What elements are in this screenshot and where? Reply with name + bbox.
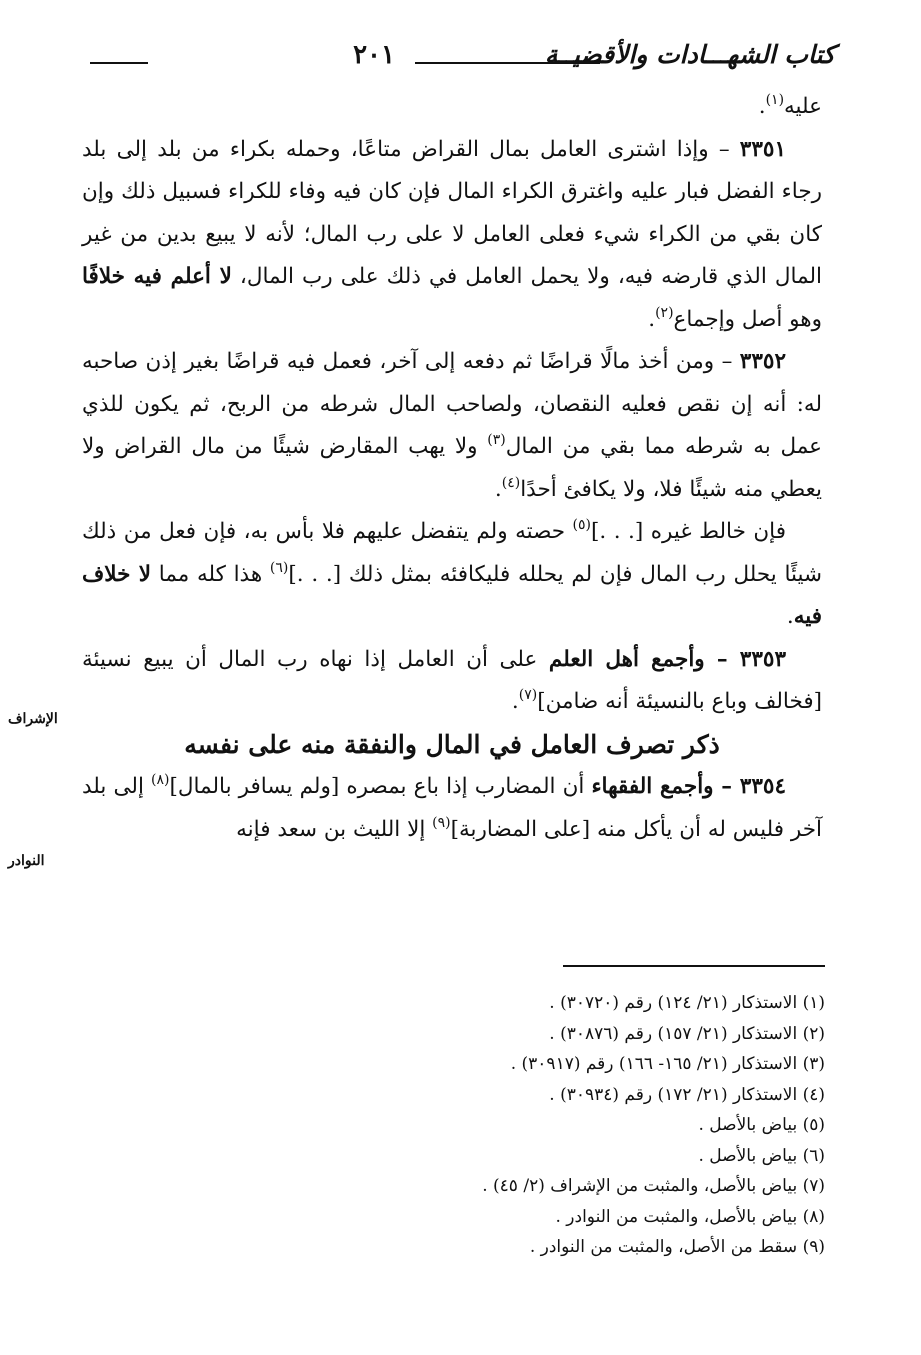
- header-rule: [90, 62, 148, 64]
- text-run: .: [511, 689, 519, 714]
- bold-text: لا أعلم فيه خلافًا: [82, 264, 232, 289]
- footnote-ref[interactable]: (٥): [572, 517, 591, 533]
- footnote: (٦) بياض بالأصل .: [698, 1145, 825, 1166]
- margin-source-label: النوادر: [8, 853, 45, 869]
- footnote-separator: [563, 965, 825, 967]
- footnote-ref[interactable]: (١): [765, 92, 785, 108]
- text-run: أن المضارب إذا باع بمصره [ولم يسافر بالمال]: [169, 774, 592, 799]
- running-title: كتاب الشهـــادات والأقضيــة: [544, 40, 835, 69]
- footnote-ref[interactable]: (٢): [655, 304, 674, 321]
- paragraph: [82, 511, 822, 639]
- section-heading: ذكر تصرف العامل في المال والنفقة منه على نفسه: [184, 729, 720, 759]
- main-text: [82, 86, 822, 851]
- item-number: ٣٣٥١: [739, 136, 786, 162]
- footnotes: [250, 988, 825, 1263]
- text-run: فإن خالط غيره [. . .]: [591, 519, 787, 544]
- footnote: (٢) الاستذكار (٢١/ ١٥٧) رقم (٣٠٨٧٦) .: [549, 1023, 825, 1044]
- text-run: على أن العامل إذا نهاه رب المال أن يبيع نسيئة [فخالف وباع بالنسيئة أنه ضامن]: [82, 646, 822, 714]
- text-run: وهو أصل وإجماع: [673, 306, 822, 332]
- paragraph-3352: [82, 341, 822, 511]
- item-number: ٣٣٥٢: [739, 349, 786, 374]
- text-run: ولا يهب المقارض شيئًا من مال القراض ولا يعطي منه شيئًا فلا، ولا يكافئ أحدًا: [82, 434, 822, 502]
- footnote-ref[interactable]: (٦): [269, 559, 289, 576]
- text-run: – وإذا اشترى العامل بمال القراض متاعًا، وحمله بكراء من بلد إلى بلد رجاء الفضل فبار عليه واغترق الكراء المال فإن كان فيه وفاء للكراء فسبيل ذلك وإن كان بقي من الكراء شيء فعلى العامل لا على رب المال؛ لأنه لا يبيع بدين من غير المال الذي قارضه فيه، ولا يحمل العامل في ذلك على رب المال،: [82, 136, 822, 289]
- bold-text: لا خلاف فيه: [82, 561, 822, 629]
- footnote-ref[interactable]: (٤): [501, 474, 521, 491]
- footnote: (٩) سقط من الأصل، والمثبت من النوادر .: [529, 1237, 825, 1257]
- paragraph-3351: [82, 129, 822, 342]
- paragraph-3354: [82, 766, 822, 851]
- text-run: .: [648, 306, 656, 332]
- bold-text: – وأجمع أهل العلم: [548, 646, 740, 672]
- item-number: ٣٣٥٤: [739, 774, 786, 799]
- margin-source-label: الإشراف: [8, 711, 58, 727]
- footnote-ref[interactable]: (٣): [487, 432, 506, 448]
- footnote: (٣) الاستذكار (٢١/ ١٦٥- ١٦٦) رقم (٣٠٩١٧) .: [510, 1054, 825, 1074]
- item-number: ٣٣٥٣: [739, 646, 786, 672]
- text-run: عليه: [784, 94, 822, 119]
- paragraph-3353: [82, 639, 822, 724]
- footnote-ref[interactable]: (٧): [518, 687, 538, 703]
- page-header: [90, 40, 835, 80]
- footnote: (٥) بياض بالأصل .: [698, 1115, 825, 1135]
- text-run: حصته ولم يتفضل عليهم فلا بأس به، فإن فعل من ذلك شيئًا يحلل رب المال فإن لم يحلله فليكافئه بمثل ذلك [. . .]: [82, 519, 822, 587]
- footnote: (٨) بياض بالأصل، والمثبت من النوادر .: [555, 1206, 825, 1227]
- text-run: .: [758, 94, 766, 119]
- text-run: – ومن أخذ مالًا قراضًا ثم دفعه إلى آخر، فعمل فيه قراضًا بغير إذن صاحبه له: أنه إن نقص فعليه النقصان، ولصاحب المال شرطه من الربح، ثم يكون للذي عمل به شرطه مما بقي من المال: [82, 349, 822, 459]
- text-run: إلا الليث بن سعد فإنه: [236, 816, 433, 842]
- text-run: إلى بلد آخر فليس له أن يأكل منه [على المضاربة]: [82, 774, 822, 842]
- paragraph: [82, 86, 822, 129]
- footnote: (١) الاستذكار (٢١/ ١٢٤) رقم (٣٠٧٢٠) .: [549, 993, 825, 1013]
- footnote: (٧) بياض بالأصل، والمثبت من الإشراف (٢/ ٤٥) .: [482, 1176, 825, 1196]
- bold-text: – وأجمع الفقهاء: [591, 774, 740, 799]
- text-run: هذا كله مما: [151, 561, 270, 587]
- text-run: .: [494, 476, 502, 502]
- text-run: .: [786, 604, 794, 629]
- header-rule: [415, 62, 600, 64]
- footnote: (٤) الاستذكار (٢١/ ١٧٢) رقم (٣٠٩٣٤) .: [549, 1084, 825, 1105]
- footnote-ref[interactable]: (٩): [432, 814, 451, 831]
- footnote-ref[interactable]: (٨): [151, 772, 170, 788]
- page-number: ٢٠١: [353, 40, 395, 70]
